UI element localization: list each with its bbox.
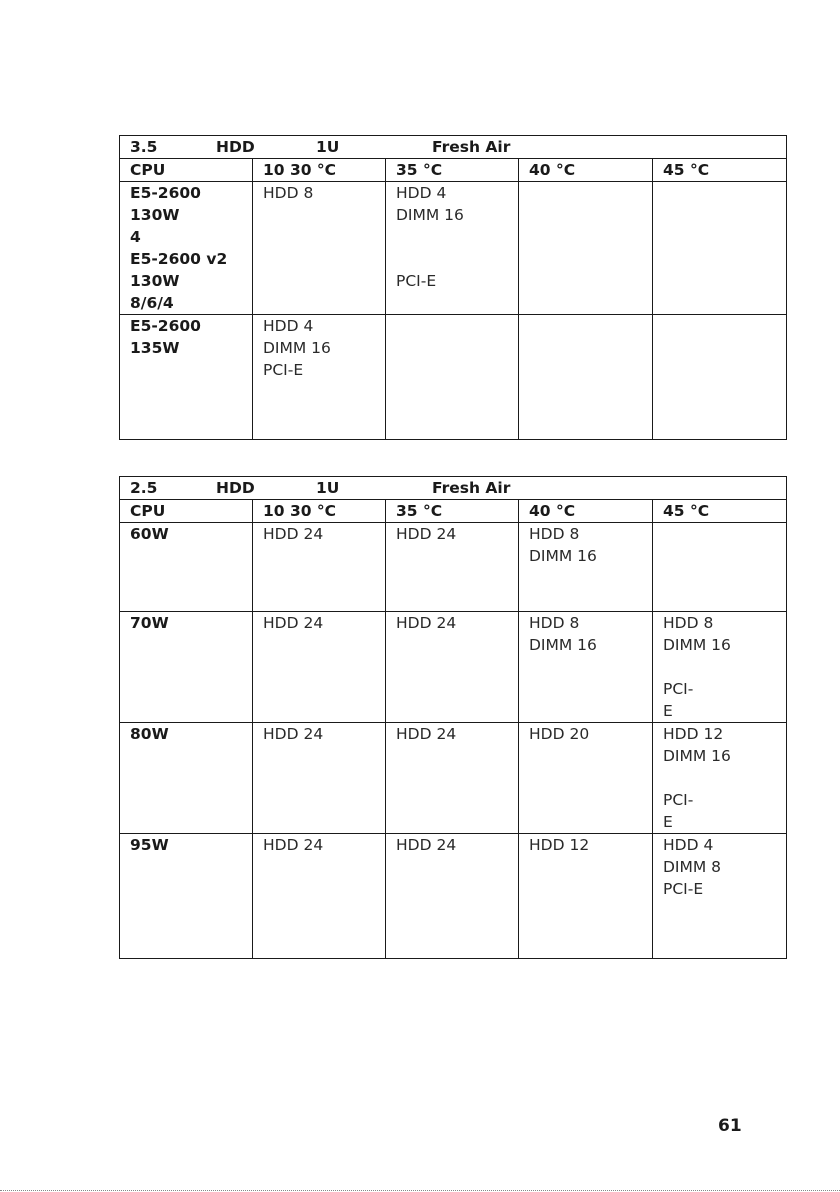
header-temp-40: 40 °C <box>519 500 653 523</box>
title-drive: HDD <box>216 138 255 156</box>
header-temp-35: 35 °C <box>386 159 519 182</box>
cpu-cell: E5-2600 130W 4 E5-2600 v2 130W 8/6/4 <box>120 182 253 315</box>
title-form-factor: 1U <box>316 479 340 497</box>
value-cell <box>386 315 519 440</box>
table-row <box>120 834 787 959</box>
header-cpu: CPU <box>120 500 253 523</box>
table-row <box>120 523 787 612</box>
value-cell: HDD 24 <box>386 723 519 834</box>
cpu-cell: E5-2600 135W <box>120 315 253 440</box>
title-mode: Fresh Air <box>432 479 511 497</box>
title-form-factor: 1U <box>316 138 340 156</box>
table-row <box>120 612 787 723</box>
value-cell <box>653 182 787 315</box>
value-cell: HDD 24 <box>253 523 386 612</box>
value-cell: HDD 24 <box>386 834 519 959</box>
header-temp-45: 45 °C <box>653 159 787 182</box>
table-title <box>120 136 787 159</box>
value-cell: HDD 24 <box>386 523 519 612</box>
table-row <box>120 723 787 834</box>
value-cell: HDD 20 <box>519 723 653 834</box>
title-size: 2.5 <box>130 479 158 497</box>
value-cell: HDD 4 DIMM 16 PCI-E <box>386 182 519 315</box>
table-row <box>120 182 787 315</box>
page-edge-divider <box>0 1190 840 1191</box>
cpu-cell: 60W <box>120 523 253 612</box>
table-2-5-hdd-1u-fresh-air <box>119 476 787 959</box>
value-cell: HDD 4 DIMM 8 PCI-E <box>653 834 787 959</box>
page-number: 61 <box>718 1116 742 1136</box>
header-temp-45: 45 °C <box>653 500 787 523</box>
cpu-cell: 70W <box>120 612 253 723</box>
value-cell: HDD 12 DIMM 16 PCI- E <box>653 723 787 834</box>
header-cpu: CPU <box>120 159 253 182</box>
title-drive: HDD <box>216 479 255 497</box>
value-cell: HDD 8 <box>253 182 386 315</box>
value-cell <box>519 182 653 315</box>
value-cell: HDD 24 <box>253 723 386 834</box>
cpu-cell: 95W <box>120 834 253 959</box>
table-3-5-hdd-1u-fresh-air <box>119 135 787 440</box>
header-temp-40: 40 °C <box>519 159 653 182</box>
value-cell: HDD 24 <box>386 612 519 723</box>
table-row <box>120 315 787 440</box>
header-temp-10-30: 10 30 °C <box>253 500 386 523</box>
value-cell <box>653 315 787 440</box>
value-cell <box>653 523 787 612</box>
value-cell: HDD 8 DIMM 16 <box>519 612 653 723</box>
value-cell: HDD 8 DIMM 16 <box>519 523 653 612</box>
title-mode: Fresh Air <box>432 138 511 156</box>
value-cell: HDD 24 <box>253 612 386 723</box>
value-cell: HDD 12 <box>519 834 653 959</box>
table-title <box>120 477 787 500</box>
title-size: 3.5 <box>130 138 158 156</box>
value-cell: HDD 4 DIMM 16 PCI-E <box>253 315 386 440</box>
value-cell: HDD 8 DIMM 16 PCI- E <box>653 612 787 723</box>
value-cell: HDD 24 <box>253 834 386 959</box>
value-cell <box>519 315 653 440</box>
header-temp-10-30: 10 30 °C <box>253 159 386 182</box>
header-temp-35: 35 °C <box>386 500 519 523</box>
cpu-cell: 80W <box>120 723 253 834</box>
